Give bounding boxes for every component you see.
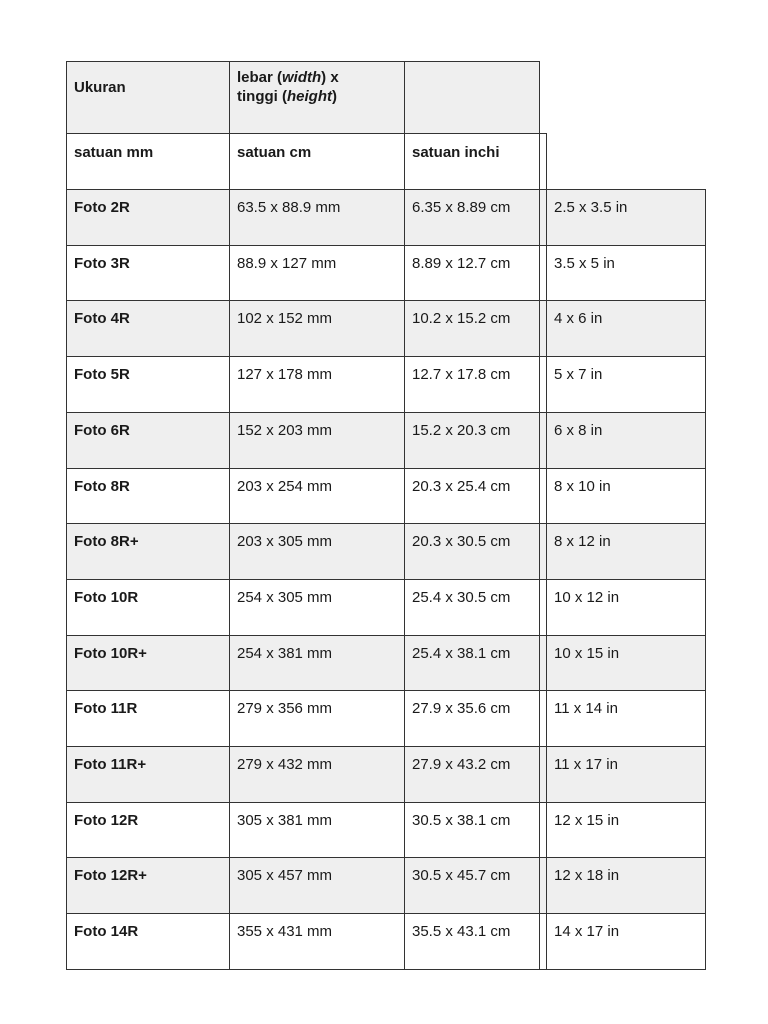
table-cell [404, 412, 547, 469]
table-cell [66, 579, 230, 636]
row-value: 14 x 17 in [554, 923, 620, 940]
table-cell [404, 802, 547, 858]
row-value: 152 x 203 mm [237, 422, 333, 439]
table-cell [404, 746, 547, 803]
table-cell [229, 412, 405, 469]
row-value: 4 x 6 in [554, 310, 603, 327]
table-cell [229, 189, 405, 246]
table-cell [404, 913, 547, 970]
row-value: 12.7 x 17.8 cm [412, 366, 511, 383]
row-value: 127 x 178 mm [237, 366, 333, 383]
table-cell [66, 523, 230, 580]
row-value: 8 x 12 in [554, 533, 611, 550]
table-cell [229, 579, 405, 636]
row-value: 5 x 7 in [554, 366, 603, 383]
table-cell [404, 356, 547, 413]
row-value: 12 x 15 in [554, 812, 620, 829]
row-value: 30.5 x 45.7 cm [412, 867, 511, 884]
table-cell [229, 857, 405, 914]
row-value: 254 x 305 mm [237, 589, 333, 606]
header-empty-cell [404, 61, 540, 134]
table-cell [404, 189, 547, 246]
table-cell [546, 913, 706, 970]
row-value: 88.9 x 127 mm [237, 255, 337, 272]
row-value: 203 x 305 mm [237, 533, 333, 550]
unit-inchi-cell [404, 133, 547, 190]
table-cell [229, 523, 405, 580]
row-value: 30.5 x 38.1 cm [412, 812, 511, 829]
table-cell [404, 857, 547, 914]
row-value: 10.2 x 15.2 cm [412, 310, 511, 327]
row-value: 8.89 x 12.7 cm [412, 255, 511, 272]
row-value: 11 x 14 in [554, 700, 618, 717]
row-value: 2.5 x 3.5 in [554, 199, 628, 216]
row-value: 12 x 18 in [554, 867, 620, 884]
header-ukuran-cell [66, 61, 230, 134]
row-label: Foto 12R+ [74, 867, 147, 884]
row-label: Foto 11R+ [74, 756, 147, 773]
table-cell [546, 690, 706, 747]
row-value: 25.4 x 30.5 cm [412, 589, 511, 606]
row-value: 279 x 432 mm [237, 756, 333, 773]
table-cell [546, 635, 706, 691]
table-cell [546, 468, 706, 524]
table-cell [229, 356, 405, 413]
table-cell [229, 300, 405, 357]
table-cell [66, 913, 230, 970]
row-label: Foto 2R [74, 199, 130, 216]
table-cell [404, 468, 547, 524]
row-value: 305 x 381 mm [237, 812, 333, 829]
table-cell [404, 523, 547, 580]
unit-cm: satuan cm [237, 144, 312, 161]
row-label: Foto 10R+ [74, 645, 147, 662]
row-label: Foto 5R [74, 366, 130, 383]
table-cell [546, 523, 706, 580]
row-value: 27.9 x 35.6 cm [412, 700, 511, 717]
unit-cm-cell [229, 133, 405, 190]
row-label: Foto 11R [74, 700, 138, 717]
header-ukuran: Ukuran [74, 79, 126, 96]
table-cell [229, 635, 405, 691]
row-value: 10 x 12 in [554, 589, 620, 606]
table-cell [66, 857, 230, 914]
column-divider [539, 133, 540, 969]
table-cell [229, 468, 405, 524]
row-value: 20.3 x 30.5 cm [412, 533, 511, 550]
table-cell [229, 690, 405, 747]
table-cell [66, 802, 230, 858]
table-cell [66, 300, 230, 357]
row-value: 203 x 254 mm [237, 478, 333, 495]
table-cell [546, 356, 706, 413]
row-value: 8 x 10 in [554, 478, 611, 495]
row-label: Foto 12R [74, 812, 139, 829]
row-value: 15.2 x 20.3 cm [412, 422, 511, 439]
table-cell [66, 635, 230, 691]
header-dimension-cell [229, 61, 405, 134]
row-value: 6 x 8 in [554, 422, 603, 439]
unit-mm: satuan mm [74, 144, 154, 161]
row-value: 20.3 x 25.4 cm [412, 478, 511, 495]
row-label: Foto 3R [74, 255, 130, 272]
table-cell [404, 635, 547, 691]
row-value: 305 x 457 mm [237, 867, 333, 884]
table-cell [66, 412, 230, 469]
table-cell [404, 300, 547, 357]
table-cell [404, 690, 547, 747]
table-cell [229, 746, 405, 803]
row-value: 3.5 x 5 in [554, 255, 615, 272]
row-label: Foto 14R [74, 923, 139, 940]
row-value: 11 x 17 in [554, 756, 618, 773]
table-cell [229, 802, 405, 858]
table-cell [66, 356, 230, 413]
table-cell [546, 300, 706, 357]
row-label: Foto 8R+ [74, 533, 139, 550]
table-cell [404, 245, 547, 301]
table-cell [546, 579, 706, 636]
table-cell [546, 189, 706, 246]
row-value: 27.9 x 43.2 cm [412, 756, 511, 773]
row-value: 102 x 152 mm [237, 310, 333, 327]
table-cell [404, 579, 547, 636]
table-cell [546, 857, 706, 914]
row-value: 10 x 15 in [554, 645, 620, 662]
row-label: Foto 6R [74, 422, 130, 439]
header-dimension: lebar (width) x tinggi (height) [237, 69, 339, 105]
table-cell [66, 746, 230, 803]
table-cell [66, 690, 230, 747]
table-cell [546, 746, 706, 803]
row-value: 63.5 x 88.9 mm [237, 199, 341, 216]
table-cell [546, 802, 706, 858]
table-cell [229, 913, 405, 970]
table-cell [66, 468, 230, 524]
unit-mm-cell [66, 133, 230, 190]
row-value: 355 x 431 mm [237, 923, 333, 940]
row-value: 35.5 x 43.1 cm [412, 923, 511, 940]
table-cell [546, 412, 706, 469]
table-cell [66, 245, 230, 301]
table-cell [229, 245, 405, 301]
table-cell [546, 245, 706, 301]
row-label: Foto 8R [74, 478, 130, 495]
unit-inchi: satuan inchi [412, 144, 500, 161]
row-value: 254 x 381 mm [237, 645, 333, 662]
table-cell [66, 189, 230, 246]
row-value: 6.35 x 8.89 cm [412, 199, 511, 216]
row-label: Foto 10R [74, 589, 139, 606]
row-value: 25.4 x 38.1 cm [412, 645, 511, 662]
row-value: 279 x 356 mm [237, 700, 333, 717]
row-label: Foto 4R [74, 310, 130, 327]
